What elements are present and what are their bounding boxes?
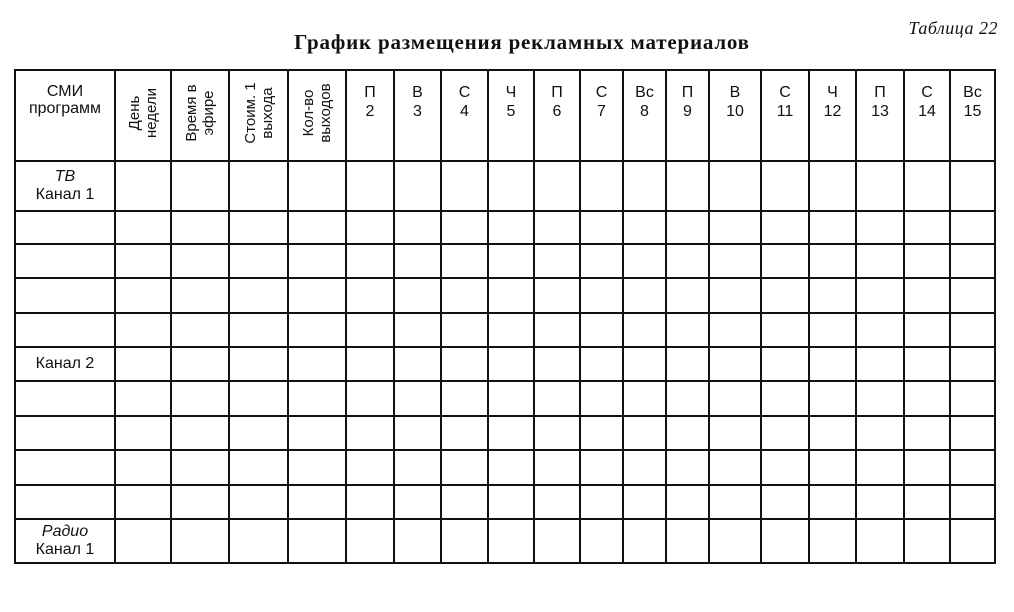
day-number: 13 bbox=[871, 103, 889, 120]
table-cell bbox=[288, 347, 346, 381]
row-label-cell bbox=[15, 278, 115, 313]
day-name: П bbox=[874, 84, 886, 101]
table-cell bbox=[441, 519, 488, 563]
table-cell bbox=[761, 450, 809, 485]
table-cell bbox=[856, 519, 904, 563]
table-cell bbox=[441, 244, 488, 278]
table-cell bbox=[709, 244, 761, 278]
table-row bbox=[15, 211, 995, 244]
day-name: Вс bbox=[635, 84, 654, 101]
table-cell bbox=[115, 244, 171, 278]
table-cell bbox=[580, 161, 623, 211]
table-cell bbox=[904, 519, 950, 563]
row-label-cell bbox=[15, 211, 115, 244]
table-cell bbox=[856, 416, 904, 450]
table-cell bbox=[115, 519, 171, 563]
header-day-13 bbox=[950, 70, 995, 161]
day-number: 12 bbox=[823, 103, 842, 120]
table-cell bbox=[761, 211, 809, 244]
table-cell bbox=[904, 161, 950, 211]
table-cell bbox=[904, 278, 950, 313]
table-cell bbox=[666, 278, 709, 313]
table-cell bbox=[709, 485, 761, 519]
table-cell bbox=[856, 381, 904, 416]
day-name: С bbox=[595, 84, 608, 101]
table-cell bbox=[950, 381, 995, 416]
table-cell bbox=[809, 485, 856, 519]
table-row bbox=[15, 161, 995, 211]
table-cell bbox=[394, 485, 441, 519]
table-cell bbox=[623, 244, 666, 278]
row-label-cell bbox=[15, 416, 115, 450]
table-cell bbox=[288, 381, 346, 416]
table-cell bbox=[856, 485, 904, 519]
table-cell bbox=[761, 278, 809, 313]
table-cell bbox=[288, 244, 346, 278]
table-cell bbox=[856, 244, 904, 278]
table-cell bbox=[809, 381, 856, 416]
header-day-7 bbox=[666, 70, 709, 161]
table-cell bbox=[534, 381, 580, 416]
table-row bbox=[15, 416, 995, 450]
table-cell bbox=[441, 211, 488, 244]
table-cell bbox=[666, 244, 709, 278]
table-cell bbox=[346, 347, 394, 381]
table-cell bbox=[346, 211, 394, 244]
table-cell bbox=[809, 519, 856, 563]
table-cell bbox=[346, 381, 394, 416]
header-day-6 bbox=[623, 70, 666, 161]
table-cell bbox=[288, 161, 346, 211]
table-cell bbox=[346, 161, 394, 211]
day-name: П bbox=[364, 84, 376, 101]
table-cell bbox=[488, 161, 534, 211]
table-cell bbox=[856, 278, 904, 313]
table-cell bbox=[229, 211, 288, 244]
schedule-table bbox=[14, 69, 996, 564]
table-cell bbox=[534, 244, 580, 278]
table-cell bbox=[534, 347, 580, 381]
table-cell bbox=[709, 381, 761, 416]
row-label-cell bbox=[15, 244, 115, 278]
channel-label: Канал 1 bbox=[35, 186, 95, 203]
table-cell bbox=[534, 211, 580, 244]
row-label-cell bbox=[15, 161, 115, 211]
table-cell bbox=[580, 381, 623, 416]
page-title: График размещения рекламных материалов bbox=[294, 30, 750, 54]
table-cell bbox=[666, 519, 709, 563]
table-row bbox=[15, 519, 995, 563]
table-cell bbox=[394, 244, 441, 278]
table-cell bbox=[904, 313, 950, 347]
table-cell bbox=[171, 278, 229, 313]
table-row bbox=[15, 313, 995, 347]
table-cell bbox=[666, 381, 709, 416]
table-cell bbox=[950, 244, 995, 278]
header-day-3 bbox=[488, 70, 534, 161]
table-cell bbox=[580, 244, 623, 278]
table-row bbox=[15, 450, 995, 485]
table-row bbox=[15, 244, 995, 278]
table-cell bbox=[346, 313, 394, 347]
table-cell bbox=[761, 485, 809, 519]
table-cell bbox=[346, 244, 394, 278]
table-cell bbox=[171, 416, 229, 450]
day-number: 15 bbox=[963, 103, 982, 120]
table-cell bbox=[288, 416, 346, 450]
table-cell bbox=[346, 485, 394, 519]
media-type-label: Радио bbox=[41, 523, 89, 540]
channel-label: Канал 2 bbox=[35, 355, 95, 372]
table-cell bbox=[709, 450, 761, 485]
table-cell bbox=[534, 416, 580, 450]
table-cell bbox=[950, 313, 995, 347]
table-cell bbox=[709, 161, 761, 211]
header-rotated-line1: Стоим. 1 bbox=[241, 82, 259, 144]
day-number: 9 bbox=[683, 103, 692, 120]
table-cell bbox=[761, 347, 809, 381]
table-cell bbox=[171, 211, 229, 244]
table-row bbox=[15, 347, 995, 381]
table-cell bbox=[346, 278, 394, 313]
table-cell bbox=[809, 313, 856, 347]
table-cell bbox=[488, 450, 534, 485]
table-number-label: Таблица 22 bbox=[908, 18, 998, 38]
table-cell bbox=[171, 450, 229, 485]
day-number: 2 bbox=[365, 103, 375, 120]
table-cell bbox=[171, 313, 229, 347]
table-cell bbox=[666, 416, 709, 450]
table-cell bbox=[761, 161, 809, 211]
media-type-label: ТВ bbox=[54, 168, 76, 185]
day-name: В bbox=[412, 84, 423, 101]
table-cell bbox=[761, 313, 809, 347]
table-cell bbox=[288, 485, 346, 519]
table-cell bbox=[904, 450, 950, 485]
table-cell bbox=[809, 211, 856, 244]
table-cell bbox=[534, 313, 580, 347]
table-cell bbox=[488, 313, 534, 347]
table-cell bbox=[666, 161, 709, 211]
table-cell bbox=[171, 347, 229, 381]
header-day-0 bbox=[346, 70, 394, 161]
table-cell bbox=[904, 211, 950, 244]
day-name: Вс bbox=[963, 84, 982, 101]
day-number: 4 bbox=[460, 103, 469, 120]
table-cell bbox=[809, 416, 856, 450]
header-day-8 bbox=[709, 70, 761, 161]
table-cell bbox=[950, 161, 995, 211]
table-cell bbox=[809, 278, 856, 313]
table-cell bbox=[441, 381, 488, 416]
header-day-9 bbox=[761, 70, 809, 161]
header-rotated-line2: недели bbox=[143, 87, 160, 139]
table-cell bbox=[288, 450, 346, 485]
table-cell bbox=[904, 485, 950, 519]
table-cell bbox=[950, 211, 995, 244]
day-name: С bbox=[779, 84, 791, 101]
table-cell bbox=[709, 416, 761, 450]
table-cell bbox=[761, 381, 809, 416]
table-cell bbox=[534, 450, 580, 485]
table-cell bbox=[534, 161, 580, 211]
table-cell bbox=[115, 347, 171, 381]
header-rotated-1 bbox=[171, 70, 229, 161]
table-cell bbox=[950, 450, 995, 485]
table-cell bbox=[856, 313, 904, 347]
table-cell bbox=[534, 278, 580, 313]
table-cell bbox=[580, 450, 623, 485]
table-cell bbox=[580, 313, 623, 347]
table-cell bbox=[580, 519, 623, 563]
header-day-12 bbox=[904, 70, 950, 161]
table-cell bbox=[856, 211, 904, 244]
table-cell bbox=[809, 450, 856, 485]
table-cell bbox=[580, 416, 623, 450]
day-name: П bbox=[681, 84, 694, 101]
table-cell bbox=[488, 244, 534, 278]
table-cell bbox=[488, 381, 534, 416]
table-cell bbox=[904, 416, 950, 450]
table-cell bbox=[394, 450, 441, 485]
table-cell bbox=[904, 381, 950, 416]
table-cell bbox=[115, 211, 171, 244]
table-cell bbox=[709, 211, 761, 244]
header-rotated-line1: День bbox=[126, 95, 143, 131]
day-number: 3 bbox=[413, 103, 422, 120]
table-cell bbox=[950, 485, 995, 519]
table-cell bbox=[229, 161, 288, 211]
table-cell bbox=[904, 347, 950, 381]
table-cell bbox=[488, 416, 534, 450]
table-cell bbox=[580, 278, 623, 313]
table-cell bbox=[115, 485, 171, 519]
table-cell bbox=[394, 313, 441, 347]
header-rotated-line2: эфире bbox=[200, 90, 217, 136]
day-name: Ч bbox=[505, 84, 517, 101]
header-rotated-line1: Кол-во bbox=[300, 89, 317, 137]
table-cell bbox=[623, 278, 666, 313]
table-cell bbox=[856, 161, 904, 211]
table-cell bbox=[394, 347, 441, 381]
header-day-11 bbox=[856, 70, 904, 161]
table-cell bbox=[488, 485, 534, 519]
day-number: 7 bbox=[597, 103, 606, 120]
table-cell bbox=[488, 519, 534, 563]
table-cell bbox=[441, 313, 488, 347]
table-cell bbox=[950, 347, 995, 381]
table-cell bbox=[394, 161, 441, 211]
table-cell bbox=[115, 313, 171, 347]
table-cell bbox=[534, 485, 580, 519]
table-cell bbox=[394, 381, 441, 416]
table-cell bbox=[394, 519, 441, 563]
header-rotated-line2: выхода bbox=[258, 87, 276, 139]
day-name: Ч bbox=[827, 84, 838, 101]
table-cell bbox=[346, 450, 394, 485]
header-day-5 bbox=[580, 70, 623, 161]
day-number: 10 bbox=[726, 103, 744, 120]
table-cell bbox=[288, 313, 346, 347]
table-row bbox=[15, 381, 995, 416]
table-row bbox=[15, 278, 995, 313]
table-cell bbox=[709, 278, 761, 313]
row-label-cell bbox=[15, 347, 115, 381]
table-cell bbox=[171, 244, 229, 278]
table-cell bbox=[666, 347, 709, 381]
table-cell bbox=[229, 347, 288, 381]
table-cell bbox=[534, 519, 580, 563]
channel-label: Канал 1 bbox=[35, 541, 95, 558]
table-cell bbox=[229, 485, 288, 519]
table-cell bbox=[229, 381, 288, 416]
table-cell bbox=[709, 313, 761, 347]
table-cell bbox=[115, 161, 171, 211]
table-cell bbox=[761, 416, 809, 450]
table-cell bbox=[229, 416, 288, 450]
table-cell bbox=[346, 519, 394, 563]
table-cell bbox=[115, 278, 171, 313]
table-row bbox=[15, 485, 995, 519]
table-cell bbox=[346, 416, 394, 450]
table-cell bbox=[229, 313, 288, 347]
table-cell bbox=[950, 416, 995, 450]
table-cell bbox=[709, 347, 761, 381]
table-cell bbox=[623, 381, 666, 416]
table-cell bbox=[580, 485, 623, 519]
table-cell bbox=[441, 450, 488, 485]
header-day-1 bbox=[394, 70, 441, 161]
table-cell bbox=[623, 485, 666, 519]
table-cell bbox=[229, 519, 288, 563]
header-rotated-2 bbox=[229, 70, 288, 161]
table-cell bbox=[904, 244, 950, 278]
day-number: 8 bbox=[640, 103, 649, 120]
table-cell bbox=[623, 211, 666, 244]
table-cell bbox=[856, 347, 904, 381]
table-cell bbox=[950, 278, 995, 313]
row-label-cell bbox=[15, 519, 115, 563]
table-cell bbox=[666, 211, 709, 244]
header-rotated-3 bbox=[288, 70, 346, 161]
table-header-row bbox=[15, 70, 995, 161]
header-rotated-0 bbox=[115, 70, 171, 161]
table-cell bbox=[171, 381, 229, 416]
day-name: С bbox=[921, 84, 933, 101]
table-cell bbox=[115, 381, 171, 416]
table-cell bbox=[856, 450, 904, 485]
table-cell bbox=[666, 313, 709, 347]
header-media: СМИ программ bbox=[15, 70, 115, 161]
table-cell bbox=[809, 244, 856, 278]
table-cell bbox=[666, 450, 709, 485]
table-cell bbox=[171, 485, 229, 519]
table-cell bbox=[623, 347, 666, 381]
table-cell bbox=[394, 278, 441, 313]
table-cell bbox=[229, 278, 288, 313]
table-cell bbox=[761, 519, 809, 563]
header-rotated-line2: выходов bbox=[317, 83, 334, 143]
table-cell bbox=[488, 211, 534, 244]
table-cell bbox=[394, 416, 441, 450]
day-name: С bbox=[458, 84, 471, 101]
table-cell bbox=[580, 211, 623, 244]
table-cell bbox=[441, 161, 488, 211]
table-cell bbox=[115, 450, 171, 485]
table-cell bbox=[623, 161, 666, 211]
table-cell bbox=[229, 244, 288, 278]
table-cell bbox=[229, 450, 288, 485]
table-cell bbox=[488, 347, 534, 381]
table-cell bbox=[580, 347, 623, 381]
table-cell bbox=[761, 244, 809, 278]
table-cell bbox=[441, 347, 488, 381]
table-cell bbox=[171, 519, 229, 563]
day-number: 14 bbox=[918, 103, 936, 120]
row-label-cell bbox=[15, 381, 115, 416]
table-cell bbox=[623, 450, 666, 485]
table-cell bbox=[488, 278, 534, 313]
table-cell bbox=[623, 416, 666, 450]
table-cell bbox=[809, 347, 856, 381]
table-cell bbox=[288, 519, 346, 563]
table-cell bbox=[171, 161, 229, 211]
table-cell bbox=[441, 278, 488, 313]
table-cell bbox=[441, 416, 488, 450]
day-number: 5 bbox=[506, 103, 516, 120]
day-number: 11 bbox=[776, 103, 794, 120]
table-cell bbox=[394, 211, 441, 244]
table-cell bbox=[115, 416, 171, 450]
day-name: В bbox=[729, 84, 741, 101]
table-cell bbox=[950, 519, 995, 563]
table-cell bbox=[288, 211, 346, 244]
day-name: П bbox=[551, 84, 563, 101]
header-day-10 bbox=[809, 70, 856, 161]
table-cell bbox=[623, 313, 666, 347]
table-cell bbox=[709, 519, 761, 563]
row-label-cell bbox=[15, 485, 115, 519]
day-number: 6 bbox=[552, 103, 562, 120]
header-rotated-line1: Время в bbox=[183, 84, 200, 142]
table-cell bbox=[441, 485, 488, 519]
table-cell bbox=[288, 278, 346, 313]
header-day-2 bbox=[441, 70, 488, 161]
header-day-4 bbox=[534, 70, 580, 161]
row-label-cell bbox=[15, 313, 115, 347]
row-label-cell bbox=[15, 450, 115, 485]
table-cell bbox=[666, 485, 709, 519]
table-cell bbox=[809, 161, 856, 211]
table-cell bbox=[623, 519, 666, 563]
